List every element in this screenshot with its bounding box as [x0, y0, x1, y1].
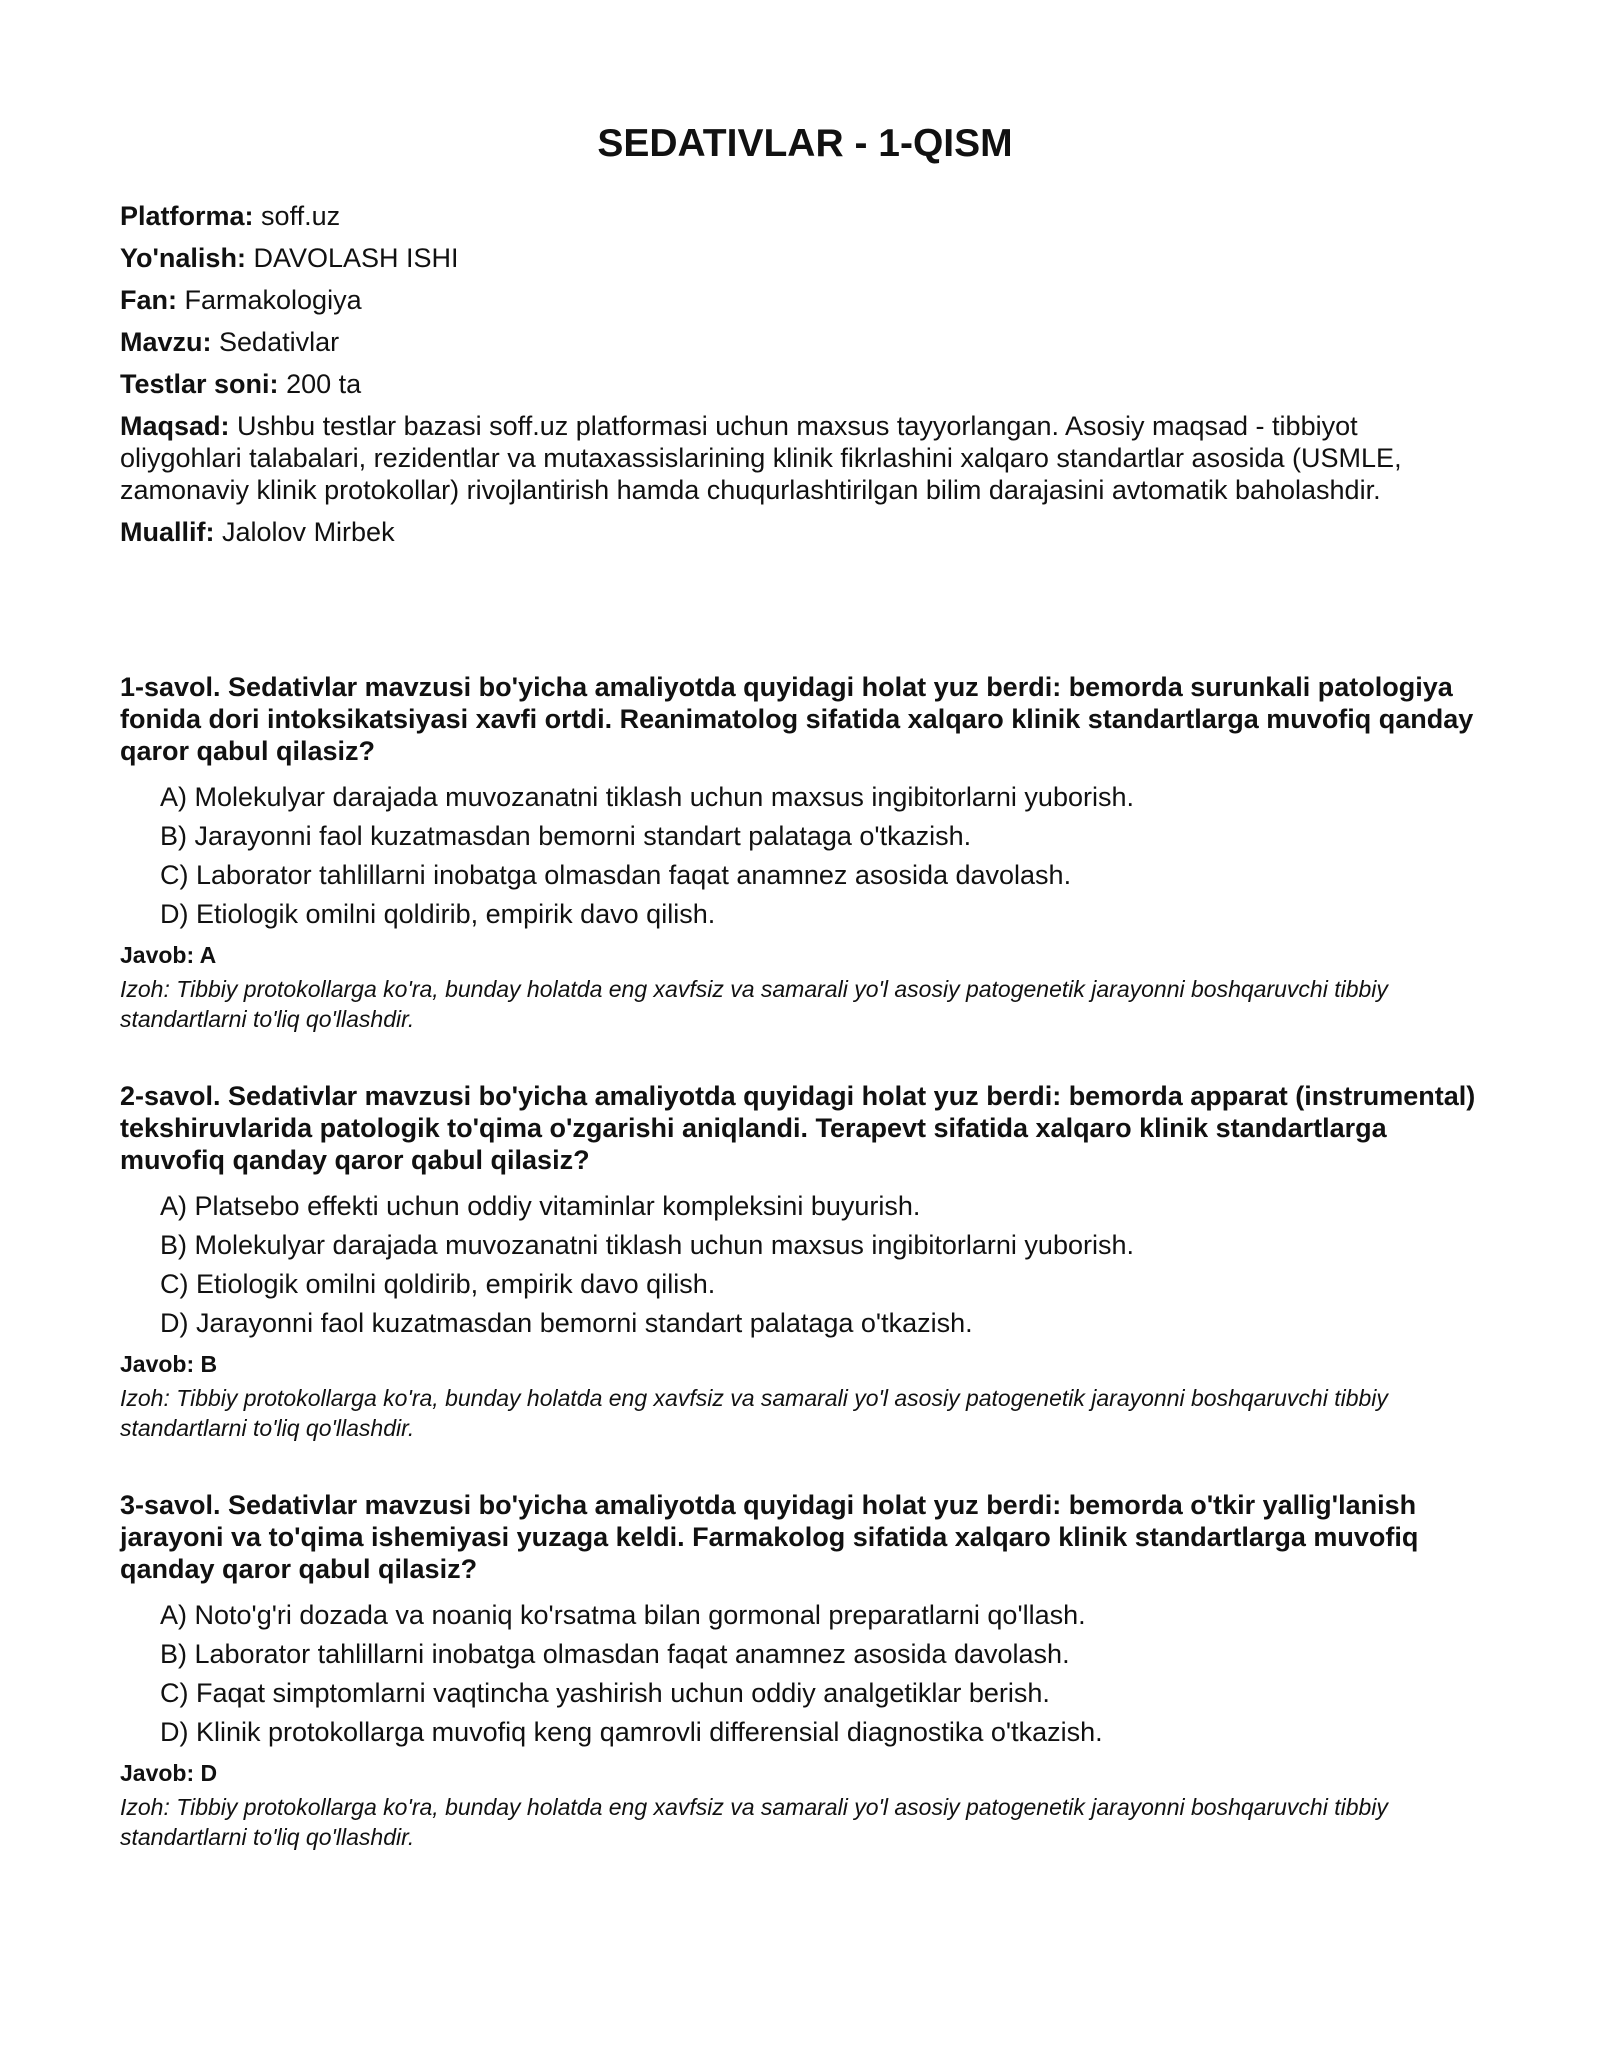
meta-key: Maqsad:	[120, 411, 230, 441]
question-text: 1-savol. Sedativlar mavzusi bo'yicha amaliyotda quyidagi holat yuz berdi: bemorda surunkali patologiya fonida dori intoksikatsiyasi xavfi ortdi. Reanimatolog sifatida xalqaro klinik standartlarga muvofiq qanday qaror qabul qilasiz?	[120, 672, 1474, 766]
answer: Javob: A	[120, 942, 217, 968]
meta-value: Ushbu testlar bazasi soff.uz platformasi uchun maxsus tayyorlangan. Asosiy maqsad - tibbiyot oliygohlari talabalari, rezidentlar va mutaxassislarining klinik fikrlashini xalqaro standartlar asosida (USMLE, zamonaviy klinik protokollar) rivojlantirish hamda chuqurlashtirilgan bilim darajasini avtomatik baholashdir.	[120, 411, 1402, 505]
answer: Javob: B	[120, 1351, 218, 1377]
option-b: B) Molekulyar darajada muvozanatni tiklash uchun maxsus ingibitorlarni yuborish.	[160, 1230, 1134, 1260]
meta-platforma	[120, 200, 1480, 232]
meta-mavzu	[120, 326, 1480, 358]
meta-maqsad	[120, 410, 1480, 506]
document-title: SEDATIVLAR - 1-QISM	[597, 122, 1013, 165]
answer: Javob: D	[120, 1760, 218, 1786]
explanation: Izoh: Tibbiy protokollarga ko'ra, bunday holatda eng xavfsiz va samarali yo'l asosiy patogenetik jarayonni boshqaruvchi tibbiy standartlarni to'liq qo'llashdir.	[120, 976, 1388, 1032]
question-text: 2-savol. Sedativlar mavzusi bo'yicha amaliyotda quyidagi holat yuz berdi: bemorda apparat (instrumental) tekshiruvlarida patologik to'qima o'zgarishi aniqlandi. Terapevt sifatida xalqaro klinik standartlarga muvofiq qanday qaror qabul qilasiz?	[120, 1081, 1476, 1175]
option-c: C) Faqat simptomlarni vaqtincha yashirish uchun oddiy analgetiklar berish.	[160, 1678, 1050, 1708]
option-d: D) Klinik protokollarga muvofiq keng qamrovli differensial diagnostika o'tkazish.	[160, 1717, 1103, 1747]
meta-value: Farmakologiya	[184, 285, 362, 315]
option-b: B) Jarayonni faol kuzatmasdan bemorni standart palataga o'tkazish.	[160, 821, 972, 851]
meta-value: soff.uz	[261, 201, 341, 231]
question-text: 3-savol. Sedativlar mavzusi bo'yicha amaliyotda quyidagi holat yuz berdi: bemorda o'tkir yallig'lanish jarayoni va to'qima ishemiyasi yuzaga keldi. Farmakolog sifatida xalqaro klinik standartlarga muvofiq qanday qaror qabul qilasiz?	[120, 1490, 1419, 1584]
meta-testlar-soni	[120, 368, 1480, 400]
option-d: D) Etiologik omilni qoldirib, empirik davo qilish.	[160, 899, 716, 929]
option-list	[120, 1190, 1490, 1339]
question-3	[120, 1489, 1490, 1852]
option-d: D) Jarayonni faol kuzatmasdan bemorni standart palataga o'tkazish.	[160, 1308, 973, 1338]
document-meta	[120, 200, 1480, 558]
meta-fan	[120, 284, 1480, 316]
meta-key: Platforma:	[120, 201, 254, 231]
explanation: Izoh: Tibbiy protokollarga ko'ra, bunday holatda eng xavfsiz va samarali yo'l asosiy patogenetik jarayonni boshqaruvchi tibbiy standartlarni to'liq qo'llashdir.	[120, 1385, 1388, 1441]
meta-key: Mavzu:	[120, 327, 212, 357]
option-a: A) Platsebo effekti uchun oddiy vitaminlar kompleksini buyurish.	[160, 1191, 921, 1221]
explanation: Izoh: Tibbiy protokollarga ko'ra, bunday holatda eng xavfsiz va samarali yo'l asosiy patogenetik jarayonni boshqaruvchi tibbiy standartlarni to'liq qo'llashdir.	[120, 1794, 1388, 1850]
meta-key: Yo'nalish:	[120, 243, 246, 273]
question-1	[120, 671, 1490, 1034]
meta-value: DAVOLASH ISHI	[253, 243, 459, 273]
meta-key: Fan:	[120, 285, 177, 315]
meta-key: Testlar soni:	[120, 369, 279, 399]
option-c: C) Etiologik omilni qoldirib, empirik davo qilish.	[160, 1269, 716, 1299]
option-list	[120, 781, 1490, 930]
option-list	[120, 1599, 1490, 1748]
option-c: C) Laborator tahlillarni inobatga olmasdan faqat anamnez asosida davolash.	[160, 860, 1072, 890]
meta-yonalish	[120, 242, 1480, 274]
meta-muallif	[120, 516, 1480, 548]
option-a: A) Molekulyar darajada muvozanatni tiklash uchun maxsus ingibitorlarni yuborish.	[160, 782, 1134, 812]
meta-value: 200 ta	[286, 369, 362, 399]
meta-key: Muallif:	[120, 517, 215, 547]
meta-value: Jalolov Mirbek	[222, 517, 395, 547]
question-list	[120, 671, 1490, 1898]
option-b: B) Laborator tahlillarni inobatga olmasdan faqat anamnez asosida davolash.	[160, 1639, 1070, 1669]
option-a: A) Noto'g'ri dozada va noaniq ko'rsatma bilan gormonal preparatlarni qo'llash.	[160, 1600, 1086, 1630]
meta-value: Sedativlar	[219, 327, 340, 357]
question-2	[120, 1080, 1490, 1443]
